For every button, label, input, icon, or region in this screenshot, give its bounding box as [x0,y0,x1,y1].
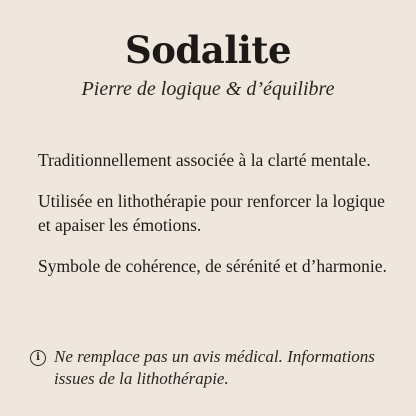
description-paragraph-3: Symbole de cohérence, de sérénité et d’harmonie. [38,256,387,276]
disclaimer-text: Ne remplace pas un avis médical. Informations issues de la lithothérapie. [54,347,375,388]
page-title: Sodalite [125,28,291,72]
description-block [38,148,388,295]
page-subtitle: Pierre de logique & d’équilibre [81,78,335,100]
description-paragraph-1: Traditionnellement associée à la clarté mentale. [38,150,371,170]
disclaimer [30,346,400,390]
info-icon: i [30,350,46,366]
description-paragraph-2: Utilisée en lithothérapie pour renforcer la logique et apaiser les émotions. [38,191,385,235]
